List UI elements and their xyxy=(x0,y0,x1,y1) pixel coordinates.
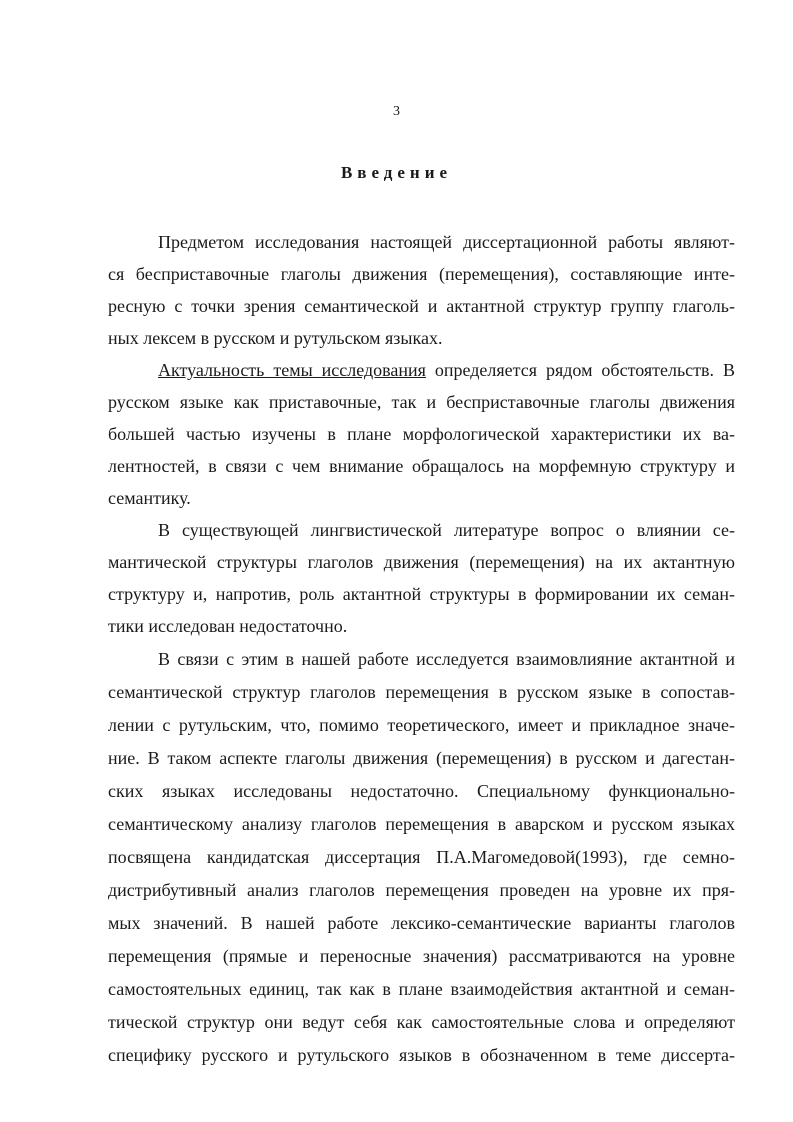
text-line: русском языке как приставочные, так и бесприставочные глаголы движения xyxy=(108,392,735,412)
text-line: ся бесприставочные глаголы движения (перемещения), составляющие инте- xyxy=(108,264,735,284)
page-number: 3 xyxy=(393,104,400,119)
text-line: перемещения (прямые и переносные значения) рассматриваются на уровне xyxy=(108,946,735,966)
text-line: В существующей лингвистической литературе вопрос о влиянии се- xyxy=(158,520,735,540)
text-line: посвящена кандидатская диссертация П.А.Магомедовой(1993), где семно- xyxy=(108,847,735,867)
text-line: большей частью изучены в плане морфологической характеристики их ва- xyxy=(108,424,735,444)
text-line: семантическому анализу глаголов перемещения в аварском и русском языках xyxy=(108,814,735,834)
text-fragment: определяется рядом обстоятельств. В xyxy=(425,360,735,380)
text-line: лении с рутульским, что, помимо теоретического, имеет и прикладное значе- xyxy=(108,715,735,735)
text-line: мых значений. В нашей работе лексико-семантические варианты глаголов xyxy=(108,913,735,933)
text-line: Предметом исследования настоящей диссертационной работы являют- xyxy=(158,232,735,252)
text-line: ресную с точки зрения семантической и актантной структур группу глаголь- xyxy=(108,296,735,316)
text-line: структуру и, напротив, роль актантной структуры в формировании их семан- xyxy=(108,584,735,604)
text-line: тики исследован недостаточно. xyxy=(108,616,348,636)
text-line: лентностей, в связи с чем внимание обращалось на морфемную структуру и xyxy=(108,456,735,476)
text-line: специфику русского и рутульского языков в обозначенном в теме диссерта- xyxy=(108,1045,735,1065)
text-line: семантику. xyxy=(108,488,191,508)
text-line: ние. В таком аспекте глаголы движения (перемещения) в русском и дагестан- xyxy=(108,748,735,768)
text-line: ских языках исследованы недостаточно. Специальному функционально- xyxy=(108,781,735,801)
text-line: самостоятельных единиц, так как в плане взаимодействия актантной и семан- xyxy=(108,979,735,999)
text-line: ных лексем в русском и рутульском языках. xyxy=(108,328,443,348)
text-line: тической структур они ведут себя как самостоятельные слова и определяют xyxy=(108,1012,735,1032)
text-line xyxy=(158,358,735,382)
underlined-phrase: Актуальность темы исследования xyxy=(158,360,426,380)
section-title: Введение xyxy=(340,163,453,182)
text-line: семантической структур глаголов перемещения в русском языке в сопостав- xyxy=(108,682,735,702)
text-line: мантической структуры глаголов движения (перемещения) на их актантную xyxy=(108,552,735,572)
text-line: В связи с этим в нашей работе исследуется взаимовлияние актантной и xyxy=(158,649,735,669)
text-line: дистрибутивный анализ глаголов перемещения проведен на уровне их пря- xyxy=(108,880,735,900)
